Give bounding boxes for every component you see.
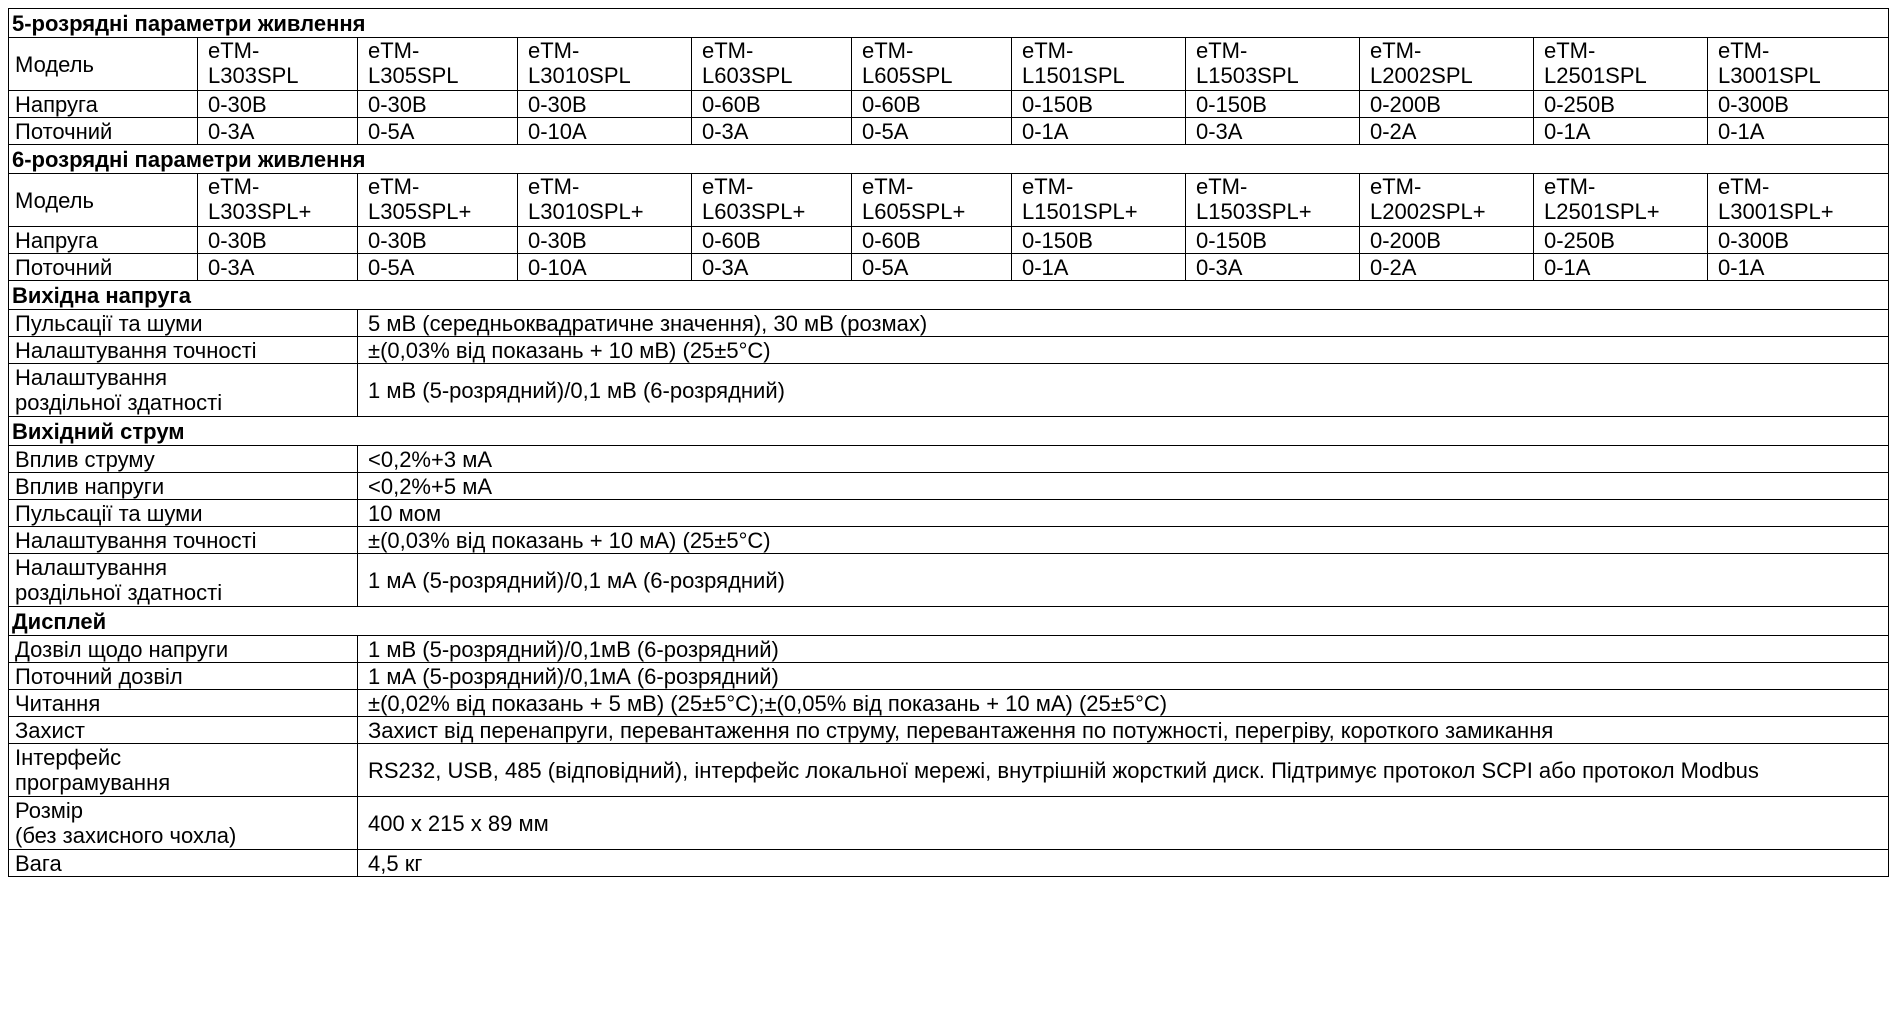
spec-label: Вплив струму [9,446,358,473]
spec-row [9,473,1889,500]
model-cell [1708,38,1889,91]
spec-label: Вплив напруги [9,473,358,500]
model-cell [1534,174,1708,227]
model-prefix: eTM- [1022,38,1074,63]
spec-value: 1 мА (5-розрядний)/0,1 мА (6-розрядний) [358,554,1889,607]
model-suffix: L305SPL+ [368,199,472,224]
model-row [9,174,1889,227]
model-cell [692,174,852,227]
spec-value: 5 мВ (середньоквадратичне значення), 30 мВ (розмах) [358,310,1889,337]
spec-row [9,446,1889,473]
section-header-row [9,607,1889,636]
section-header-row [9,281,1889,310]
model-suffix: L3001SPL+ [1718,199,1834,224]
voltage-cell: 0-200В [1360,227,1534,254]
spec-label: Дозвіл щодо напруги [9,636,358,663]
section-5digit-title: 5-розрядні параметри живлення [9,9,1889,38]
spec-row [9,500,1889,527]
spec-label: Захист [9,717,358,744]
model-cell [1186,38,1360,91]
model-suffix: L2501SPL+ [1544,199,1660,224]
spec-label: Вага [9,850,358,877]
model-cell [1360,38,1534,91]
current-cell: 0-2А [1360,254,1534,281]
current-cell: 0-3А [692,254,852,281]
model-prefix: eTM- [702,38,754,63]
model-row [9,38,1889,91]
voltage-cell: 0-30В [198,227,358,254]
voltage-cell: 0-250В [1534,227,1708,254]
row-label-voltage: Напруга [9,91,198,118]
spec-row [9,554,1889,607]
model-suffix: L3010SPL+ [528,199,644,224]
current-row [9,118,1889,145]
spec-label-line: (без захисного чохла) [15,823,237,848]
spec-label: Налаштування точності [9,527,358,554]
spec-value: 1 мА (5-розрядний)/0,1мА (6-розрядний) [358,663,1889,690]
spec-row [9,744,1889,797]
spec-label: Читання [9,690,358,717]
spec-label-line: Інтерфейс [15,745,122,770]
model-suffix: L605SPL [862,63,953,88]
section-header-row [9,9,1889,38]
section-header-row [9,145,1889,174]
model-cell [852,174,1012,227]
model-cell [358,38,518,91]
spec-value: ±(0,02% від показань + 5 мВ) (25±5°C);±(0,05% від показань + 10 мА) (25±5°C) [358,690,1889,717]
model-suffix: L1503SPL [1196,63,1299,88]
voltage-cell: 0-300В [1708,91,1889,118]
current-cell: 0-3А [198,254,358,281]
model-prefix: eTM- [1022,174,1074,199]
model-cell [198,38,358,91]
model-prefix: eTM- [528,174,580,199]
spec-label: Поточний дозвіл [9,663,358,690]
row-label-model: Модель [9,38,198,91]
model-suffix: L2002SPL [1370,63,1473,88]
current-cell: 0-10А [518,118,692,145]
current-cell: 0-1А [1012,254,1186,281]
section-output-current-title: Вихідний струм [9,417,1889,446]
model-cell [358,174,518,227]
spec-value: 1 мВ (5-розрядний)/0,1 мВ (6-розрядний) [358,364,1889,417]
current-cell: 0-3А [198,118,358,145]
spec-label [9,554,358,607]
model-cell [852,38,1012,91]
voltage-cell: 0-250В [1534,91,1708,118]
model-prefix: eTM- [1370,174,1422,199]
spec-row [9,364,1889,417]
model-cell [1012,38,1186,91]
model-suffix: L305SPL [368,63,459,88]
model-prefix: eTM- [368,174,420,199]
spec-label-line: роздільної здатності [15,390,223,415]
current-row [9,254,1889,281]
voltage-cell: 0-30В [358,227,518,254]
spec-label-line: роздільної здатності [15,580,223,605]
current-cell: 0-1А [1012,118,1186,145]
voltage-cell: 0-150В [1012,91,1186,118]
spec-value: 1 мВ (5-розрядний)/0,1мВ (6-розрядний) [358,636,1889,663]
model-suffix: L2002SPL+ [1370,199,1486,224]
spec-label-line: Налаштування [15,555,168,580]
current-cell: 0-1А [1534,254,1708,281]
model-prefix: eTM- [1718,174,1770,199]
model-cell [1360,174,1534,227]
model-suffix: L2501SPL [1544,63,1647,88]
model-suffix: L603SPL+ [702,199,806,224]
section-6digit-title: 6-розрядні параметри живлення [9,145,1889,174]
voltage-cell: 0-200В [1360,91,1534,118]
spec-label [9,797,358,850]
spec-row [9,663,1889,690]
row-label-voltage: Напруга [9,227,198,254]
model-suffix: L1501SPL+ [1022,199,1138,224]
model-cell [692,38,852,91]
spec-row [9,527,1889,554]
spec-row [9,337,1889,364]
model-suffix: L603SPL [702,63,793,88]
current-cell: 0-5А [852,254,1012,281]
voltage-cell: 0-300В [1708,227,1889,254]
spec-label-line: Налаштування [15,365,168,390]
spec-value: 400 x 215 x 89 мм [358,797,1889,850]
model-suffix: L1503SPL+ [1196,199,1312,224]
model-cell [1708,174,1889,227]
current-cell: 0-5А [852,118,1012,145]
model-prefix: eTM- [1196,174,1248,199]
spec-row [9,717,1889,744]
model-suffix: L1501SPL [1022,63,1125,88]
model-prefix: eTM- [1718,38,1770,63]
spec-value: ±(0,03% від показань + 10 мА) (25±5°C) [358,527,1889,554]
model-prefix: eTM- [1196,38,1248,63]
voltage-cell: 0-30В [358,91,518,118]
spec-row [9,850,1889,877]
model-cell [518,38,692,91]
current-cell: 0-1А [1534,118,1708,145]
model-cell [1012,174,1186,227]
spec-value: <0,2%+5 мА [358,473,1889,500]
voltage-cell: 0-30В [198,91,358,118]
model-suffix: L303SPL [208,63,299,88]
spec-label: Налаштування точності [9,337,358,364]
model-suffix: L3001SPL [1718,63,1821,88]
current-cell: 0-1А [1708,118,1889,145]
model-cell [1534,38,1708,91]
spec-value: RS232, USB, 485 (відповідний), інтерфейс локальної мережі, внутрішній жорсткий диск. Підтримує протокол SCPI або протокол Modbus [358,744,1889,797]
spec-row [9,310,1889,337]
spec-row [9,636,1889,663]
model-suffix: L303SPL+ [208,199,312,224]
spec-label [9,364,358,417]
spec-label-line: Розмір [15,798,84,823]
row-label-current: Поточний [9,254,198,281]
current-cell: 0-3А [692,118,852,145]
model-prefix: eTM- [702,174,754,199]
spec-label-line: програмування [15,770,171,795]
spec-row [9,797,1889,850]
model-prefix: eTM- [1544,38,1596,63]
spec-value: Захист від перенапруги, перевантаження по струму, перевантаження по потужності, перегріву, короткого замикання [358,717,1889,744]
section-display-title: Дисплей [9,607,1889,636]
current-cell: 0-5А [358,254,518,281]
current-cell: 0-3А [1186,254,1360,281]
model-prefix: eTM- [208,38,260,63]
voltage-cell: 0-150В [1012,227,1186,254]
row-label-current: Поточний [9,118,198,145]
voltage-cell: 0-60В [852,227,1012,254]
spec-label [9,744,358,797]
current-cell: 0-5А [358,118,518,145]
voltage-cell: 0-60В [852,91,1012,118]
section-header-row [9,417,1889,446]
model-prefix: eTM- [862,174,914,199]
voltage-row [9,227,1889,254]
voltage-cell: 0-150В [1186,91,1360,118]
voltage-cell: 0-150В [1186,227,1360,254]
voltage-row [9,91,1889,118]
section-output-voltage-title: Вихідна напруга [9,281,1889,310]
spec-row [9,690,1889,717]
current-cell: 0-1А [1708,254,1889,281]
row-label-model: Модель [9,174,198,227]
model-suffix: L3010SPL [528,63,631,88]
current-cell: 0-2А [1360,118,1534,145]
model-prefix: eTM- [862,38,914,63]
voltage-cell: 0-60В [692,227,852,254]
current-cell: 0-10А [518,254,692,281]
current-cell: 0-3А [1186,118,1360,145]
model-prefix: eTM- [1370,38,1422,63]
spec-value: ±(0,03% від показань + 10 мВ) (25±5°C) [358,337,1889,364]
spec-table [8,8,1889,877]
model-cell [198,174,358,227]
model-prefix: eTM- [1544,174,1596,199]
model-suffix: L605SPL+ [862,199,966,224]
voltage-cell: 0-60В [692,91,852,118]
model-cell [518,174,692,227]
voltage-cell: 0-30В [518,91,692,118]
spec-label: Пульсації та шуми [9,500,358,527]
model-prefix: eTM- [368,38,420,63]
spec-value: 4,5 кг [358,850,1889,877]
model-prefix: eTM- [208,174,260,199]
model-prefix: eTM- [528,38,580,63]
spec-value: 10 мом [358,500,1889,527]
spec-value: <0,2%+3 мА [358,446,1889,473]
model-cell [1186,174,1360,227]
voltage-cell: 0-30В [518,227,692,254]
spec-label: Пульсації та шуми [9,310,358,337]
